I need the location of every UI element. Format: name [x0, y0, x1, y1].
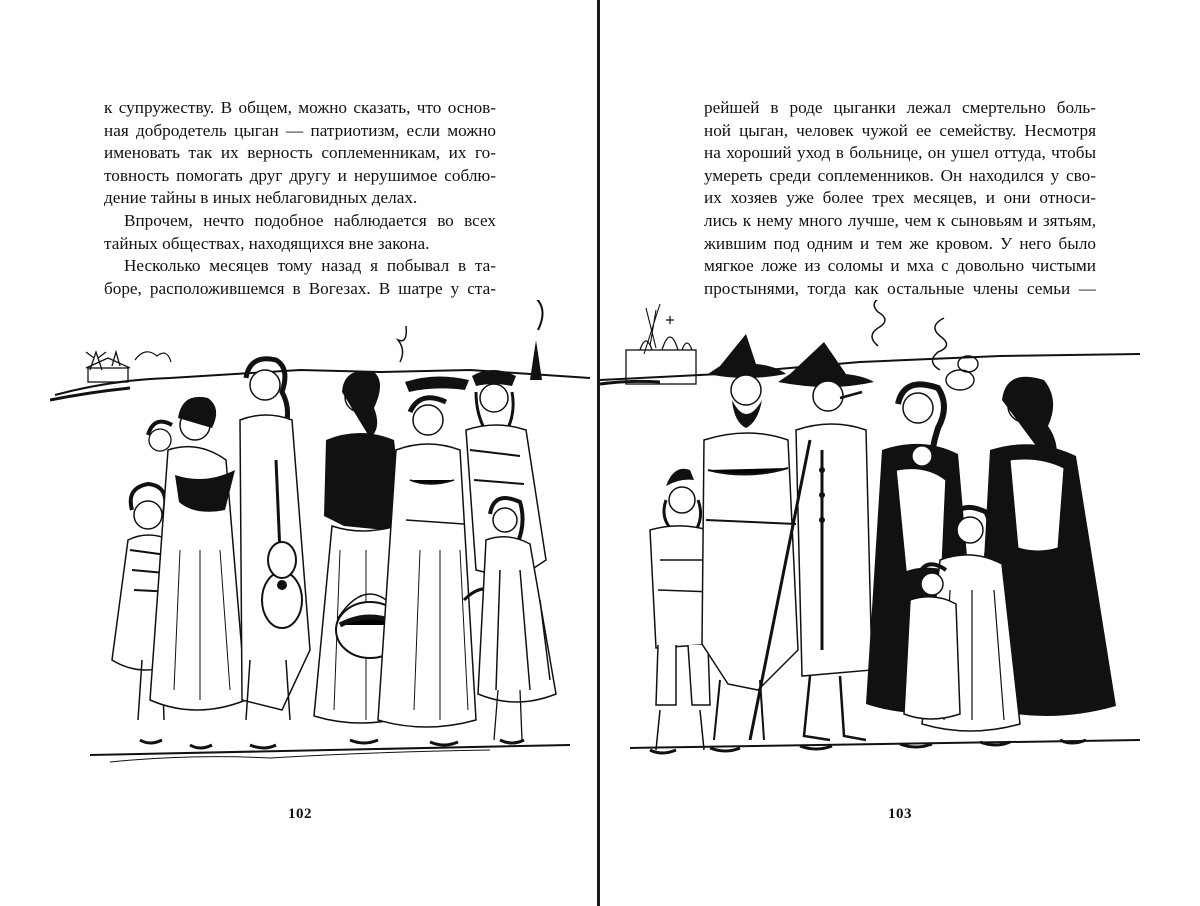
text-line: жившим под одним и тем же кровом. У него было	[704, 233, 1096, 253]
gypsy-group-illustration-right	[600, 300, 1160, 780]
text-line: лись к нему много лучше, чем к сыновьям и зятьям,	[704, 210, 1096, 230]
text-line: боре, расположившемся в Вогезах. В шатре у ста-	[104, 278, 496, 298]
text-line: товность помогать друг другу и нерушимое соблю-	[104, 165, 496, 185]
right-page-text	[704, 97, 1096, 300]
text-line: умереть среди соплеменников. Он находился у сво-	[704, 165, 1096, 185]
left-page-text	[104, 97, 496, 300]
text-line: мягкое ложе из соломы и мха с довольно чистыми	[704, 256, 1096, 276]
text-line: Несколько месяцев тому назад я побывал в та-	[124, 256, 496, 276]
left-page	[0, 0, 597, 906]
text-line: ная добродетель цыган — патриотизм, если можно	[104, 120, 496, 140]
text-line: именовать так их верность соплеменникам, их го-	[104, 143, 496, 163]
text-line: на хороший уход в больнице, он ушел оттуда, чтобы	[704, 143, 1096, 163]
page-number-right: 103	[888, 806, 912, 822]
text-line: простынями, тогда как остальные члены семьи —	[704, 278, 1096, 298]
page-number-left: 102	[288, 806, 312, 822]
text-line: рейшей в роде цыганки лежал смертельно боль-	[704, 98, 1096, 117]
text-line: к супружеству. В общем, можно сказать, что основ-	[104, 98, 496, 117]
text-line: ной цыган, человек чужой ее семейству. Несмотря	[704, 120, 1096, 140]
text-line: их хозяев уже более трех месяцев, и они относи-	[704, 188, 1096, 208]
gypsy-group-illustration-left	[50, 300, 597, 780]
text-line: тайных обществах, находящихся вне закона.	[104, 233, 430, 253]
right-page	[600, 0, 1200, 906]
text-line: дение тайны в иных неблаговидных делах.	[104, 188, 418, 208]
text-line: Впрочем, нечто подобное наблюдается во всех	[124, 210, 496, 230]
